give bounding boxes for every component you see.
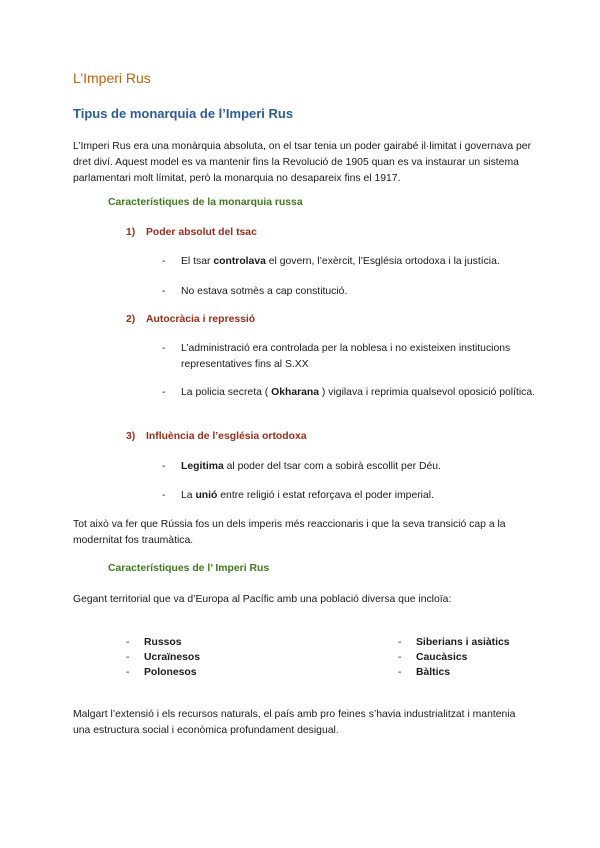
subheading-empire-characteristics: Característiques de l’ Imperi Rus	[108, 563, 270, 574]
bullet-dash: -	[162, 387, 166, 398]
point-title: Autocràcia i repressió	[146, 314, 256, 325]
point-number: 2)	[126, 314, 136, 325]
point-3-heading	[126, 431, 307, 442]
population-list-left	[126, 635, 200, 680]
population-list-right	[398, 635, 510, 680]
intro-paragraph: L’Imperi Rus era una monàrquia absoluta, on el tsar tenia un poder gairabé il·limitat i governava per dret diví. Aquest model es va mantenir fins la Revolució de 1905 quan es va instaurar un sistema parlamentari molt límitat, però la monarquia no desapareix fins el 1917.	[73, 141, 532, 184]
list-item: - Polonesos	[126, 667, 197, 678]
conclusion-paragraph: Tot això va fer que Rússia fos un dels imperis més reaccionaris i que la seva transició cap a la modernitat fos traumàtica.	[73, 519, 506, 546]
list-item: - Bàltics	[398, 667, 451, 678]
point-number: 1)	[126, 227, 136, 238]
territory-paragraph: Gegant territorial que va d’Europa al Pacífic amb una població diversa que incloïa:	[73, 594, 452, 605]
point-1-heading	[126, 227, 257, 238]
bullet-item: - No estava sotmès a cap constitució.	[162, 284, 537, 300]
bullet-dash: -	[162, 286, 166, 297]
subheading-monarchy-characteristics: Característiques de la monarquia russa	[108, 197, 303, 208]
list-item: - Caucàsics	[398, 652, 468, 663]
list-item: - Siberians i asiàtics	[398, 637, 510, 648]
point-2-heading	[126, 314, 255, 325]
point-number: 3)	[126, 431, 136, 442]
list-item: - Russos	[126, 637, 182, 648]
bullet-item: - La unió entre religió i estat reforçava el poder imperial.	[162, 488, 537, 504]
point-title: Poder absolut del tsac	[146, 227, 257, 238]
bullet-item: - La policia secreta ( Okharana ) vigilava i reprimia qualsevol oposició política.	[162, 385, 537, 401]
bullet-item: - El tsar controlava el govern, l’exèrcit, l’Església ortodoxa i la justícia.	[162, 254, 537, 270]
bullet-dash: -	[162, 461, 166, 472]
point-title: Influència de l’església ortodoxa	[146, 431, 307, 442]
bullet-dash: -	[162, 490, 166, 501]
bullet-item: - L’administració era controlada per la noblesa i no existeixen institucions representatives fins al S.XX	[162, 343, 511, 370]
bullet-dash: -	[162, 256, 166, 267]
final-paragraph: Malgart l’extensió i els recursos naturals, el país amb pro feines s’havia industrialitzat i mantenia una estructura social i econòmica profundament desigual.	[73, 709, 516, 736]
section-heading: Tipus de monarquia de l’Imperi Rus	[73, 106, 294, 121]
bullet-dash: -	[162, 343, 166, 354]
bullet-item: - Legitima al poder del tsar com a sobirà escollit per Déu.	[162, 459, 537, 475]
list-item: - Ucraïnesos	[126, 652, 201, 663]
document-title: L’Imperi Rus	[73, 70, 151, 86]
